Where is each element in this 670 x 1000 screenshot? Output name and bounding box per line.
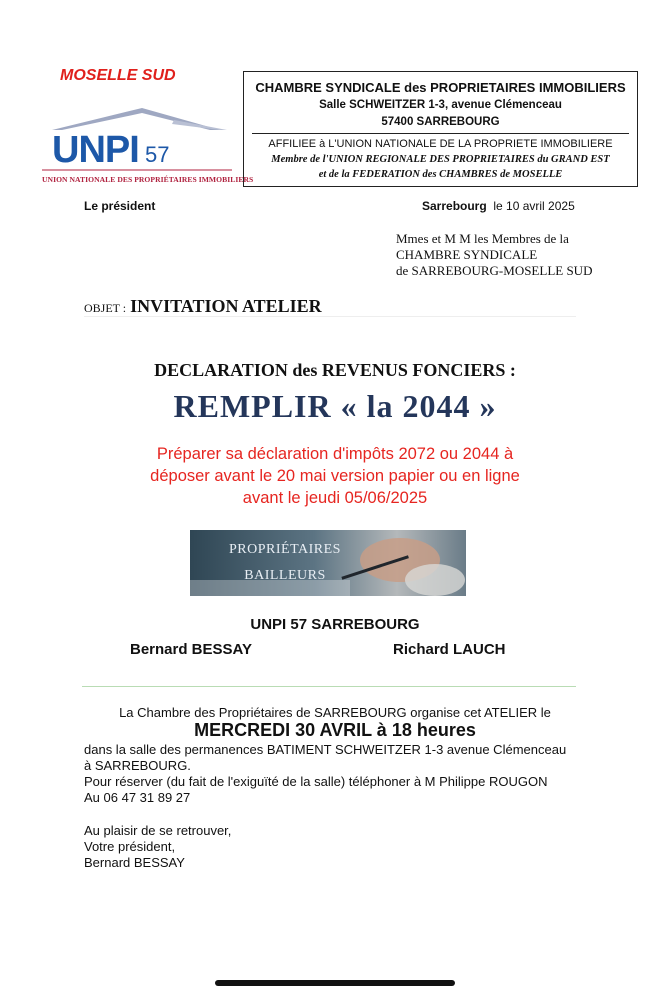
closing-line3: Bernard BESSAY [84, 855, 185, 870]
banner-line1: PROPRIÉTAIRES [229, 542, 341, 557]
section-divider [82, 686, 576, 687]
banner-photo [190, 530, 466, 596]
event-details [84, 742, 566, 806]
organizer-name-2: Richard LAUCH [393, 641, 506, 658]
object-line [84, 296, 322, 317]
roof-icon [42, 100, 234, 180]
header-box-line2: Salle SCHWEITZER 1-3, avenue Clémenceau [319, 99, 562, 111]
logo-subtitle: UNION NATIONALE DES PROPRIÉTAIRES IMMOBILIERS [42, 175, 254, 184]
object-value: INVITATION ATELIER [130, 296, 322, 316]
organizer-name-1: Bernard BESSAY [130, 641, 252, 658]
owners-banner-image [190, 530, 466, 596]
recipient-line2: CHAMBRE SYNDICALE [396, 247, 538, 262]
event-detail-phone: Au 06 47 31 89 27 [84, 790, 191, 805]
deadline-line2: déposer avant le 20 mai version papier ou en ligne [150, 467, 520, 485]
closing-line1: Au plaisir de se retrouver, [84, 823, 232, 838]
header-box-line5: Membre de l'UNION REGIONALE DES PROPRIETAIRES du GRAND EST [271, 154, 610, 165]
banner-line2: BAILLEURS [244, 568, 326, 583]
declaration-heading: DECLARATION des REVENUS FONCIERS : [154, 360, 516, 380]
organizer-title: UNPI 57 SARREBOURG [250, 616, 420, 633]
home-indicator[interactable] [215, 980, 455, 986]
city: Sarrebourg [422, 199, 487, 213]
remplir-heading: REMPLIR « la 2044 » [173, 388, 497, 424]
date: le 10 avril 2025 [493, 199, 575, 213]
logo-text: UNPI [52, 129, 139, 171]
header-box-line3: 57400 SARREBOURG [381, 116, 500, 128]
date-line [422, 199, 575, 213]
header-box-divider [252, 133, 629, 134]
deadline-notice [0, 443, 670, 509]
recipient-block [396, 231, 592, 279]
header-box-line4: AFFILIEE à L'UNION NATIONALE DE LA PROPRIETE IMMOBILIERE [268, 138, 613, 150]
region-label: MOSELLE SUD [60, 67, 176, 84]
header-box [243, 71, 638, 187]
event-detail-line1: dans la salle des permanences BATIMENT SCHWEITZER 1-3 avenue Clémenceau [84, 742, 567, 757]
recipient-line3: de SARREBOURG-MOSELLE SUD [396, 263, 593, 278]
recipient-line1: Mmes et M M les Membres de la [396, 231, 569, 246]
event-datetime: MERCREDI 30 AVRIL à 18 heures [194, 720, 476, 740]
president-label: Le président [84, 199, 156, 213]
object-label: OBJET : [84, 301, 127, 315]
closing-block [84, 823, 231, 871]
event-detail-line2: à SARREBOURG. [84, 758, 191, 773]
object-divider [84, 316, 576, 317]
header-box-line1: CHAMBRE SYNDICALE des PROPRIETAIRES IMMOBILIERS [255, 80, 626, 95]
header-box-line6: et de la FEDERATION des CHAMBRES de MOSELLE [318, 169, 563, 180]
logo-number: 57 [145, 142, 170, 167]
deadline-line1: Préparer sa déclaration d'impôts 2072 ou 2044 à [156, 445, 514, 463]
closing-line2: Votre président, [84, 839, 176, 854]
event-intro: La Chambre des Propriétaires de SARREBOURG organise cet ATELIER le [119, 705, 551, 720]
event-detail-line3: Pour réserver (du fait de l'exiguïté de la salle) téléphoner à M Philippe ROUGON [84, 774, 548, 789]
deadline-line3: avant le jeudi 05/06/2025 [242, 489, 428, 507]
